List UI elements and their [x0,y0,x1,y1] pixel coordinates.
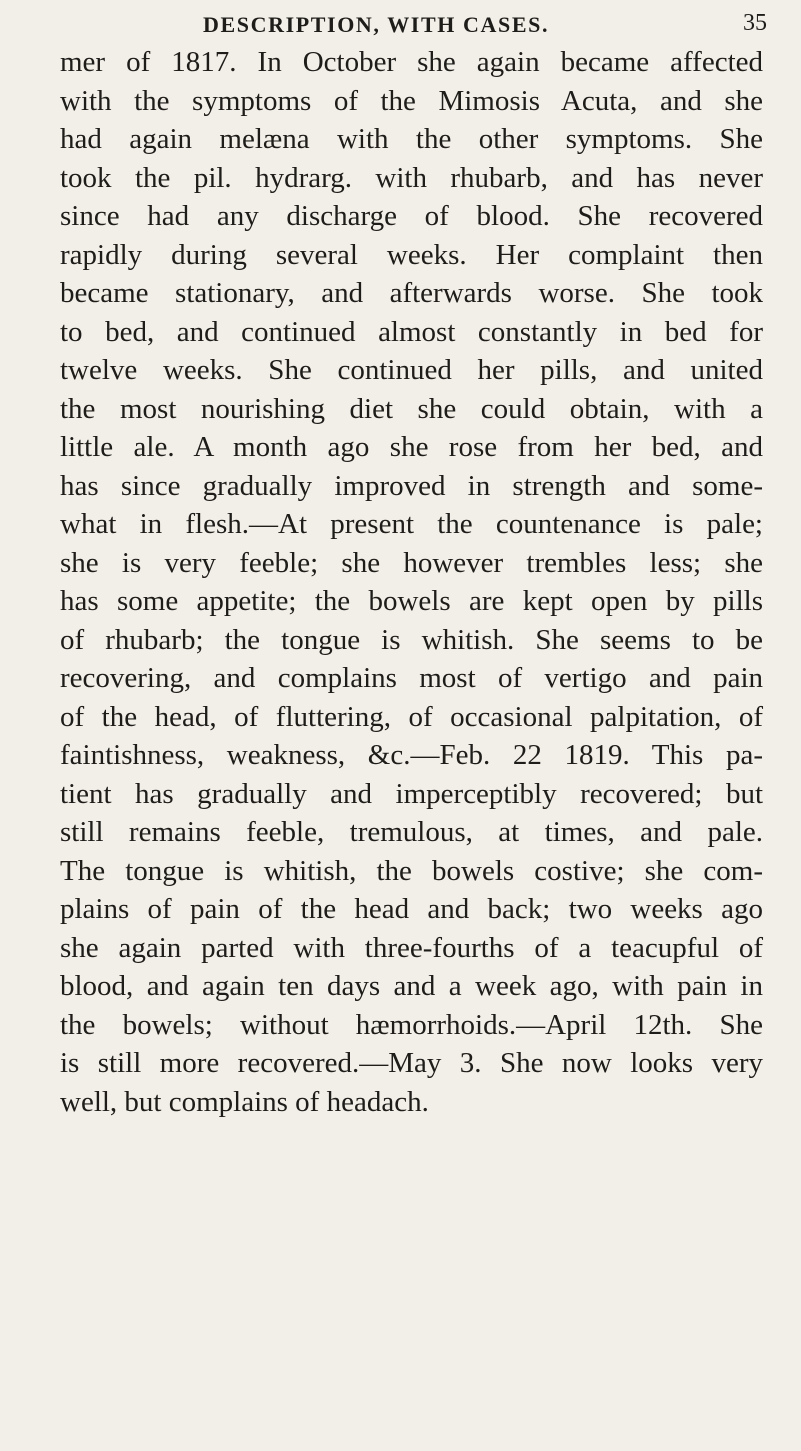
text-line: took the pil. hydrarg. with rhubarb, and has never [60,161,763,194]
text-line: recovering, and complains most of vertigo and pain [60,662,763,694]
text-line: she is very feeble; she however trembles less; she [60,546,763,579]
text-line-last: well, but complains of headach. [60,1085,429,1118]
text-line: had again melæna with the other symptoms. She [60,123,763,155]
running-title: DESCRIPTION, WITH CASES. [203,12,550,37]
body-text [60,43,763,1121]
text-line: the most nourishing diet she could obtain, with a [60,392,763,425]
text-line: she again parted with three-fourths of a teacupful of [60,931,763,964]
text-line: The tongue is whitish, the bowels costive; she com- [60,854,763,887]
text-line: with the symptoms of the Mimosis Acuta, and she [60,84,763,117]
page-number: 35 [743,10,767,36]
text-line: faintishness, weakness, &c.—Feb. 22 1819. This pa- [60,739,763,771]
text-line: tient has gradually and imperceptibly recovered; but [60,777,763,810]
text-line: since had any discharge of blood. She recovered [60,200,763,232]
running-head [0,4,801,48]
text-line: of the head, of fluttering, of occasional palpitation, of [60,700,763,733]
text-line: twelve weeks. She continued her pills, and united [60,354,763,386]
text-line: little ale. A month ago she rose from her bed, and [60,431,763,463]
text-line: blood, and again ten days and a week ago, with pain in [60,970,763,1002]
text-line: the bowels; without hæmorrhoids.—April 12th. She [60,1008,763,1041]
text-line: still remains feeble, tremulous, at times, and pale. [60,816,763,848]
text-line: has since gradually improved in strength and some- [60,469,763,502]
text-line: is still more recovered.—May 3. She now looks very [60,1047,763,1079]
text-line: plains of pain of the head and back; two weeks ago [60,893,763,925]
text-line: rapidly during several weeks. Her complaint then [60,238,763,271]
text-line: has some appetite; the bowels are kept open by pills [60,585,763,617]
text-line: became stationary, and afterwards worse. She took [60,277,763,309]
text-line: of rhubarb; the tongue is whitish. She seems to be [60,623,763,656]
text-line: mer of 1817. In October she again became affected [60,46,763,78]
text-line: to bed, and continued almost constantly in bed for [60,315,763,348]
text-line: what in flesh.—At present the countenance is pale; [60,508,763,540]
